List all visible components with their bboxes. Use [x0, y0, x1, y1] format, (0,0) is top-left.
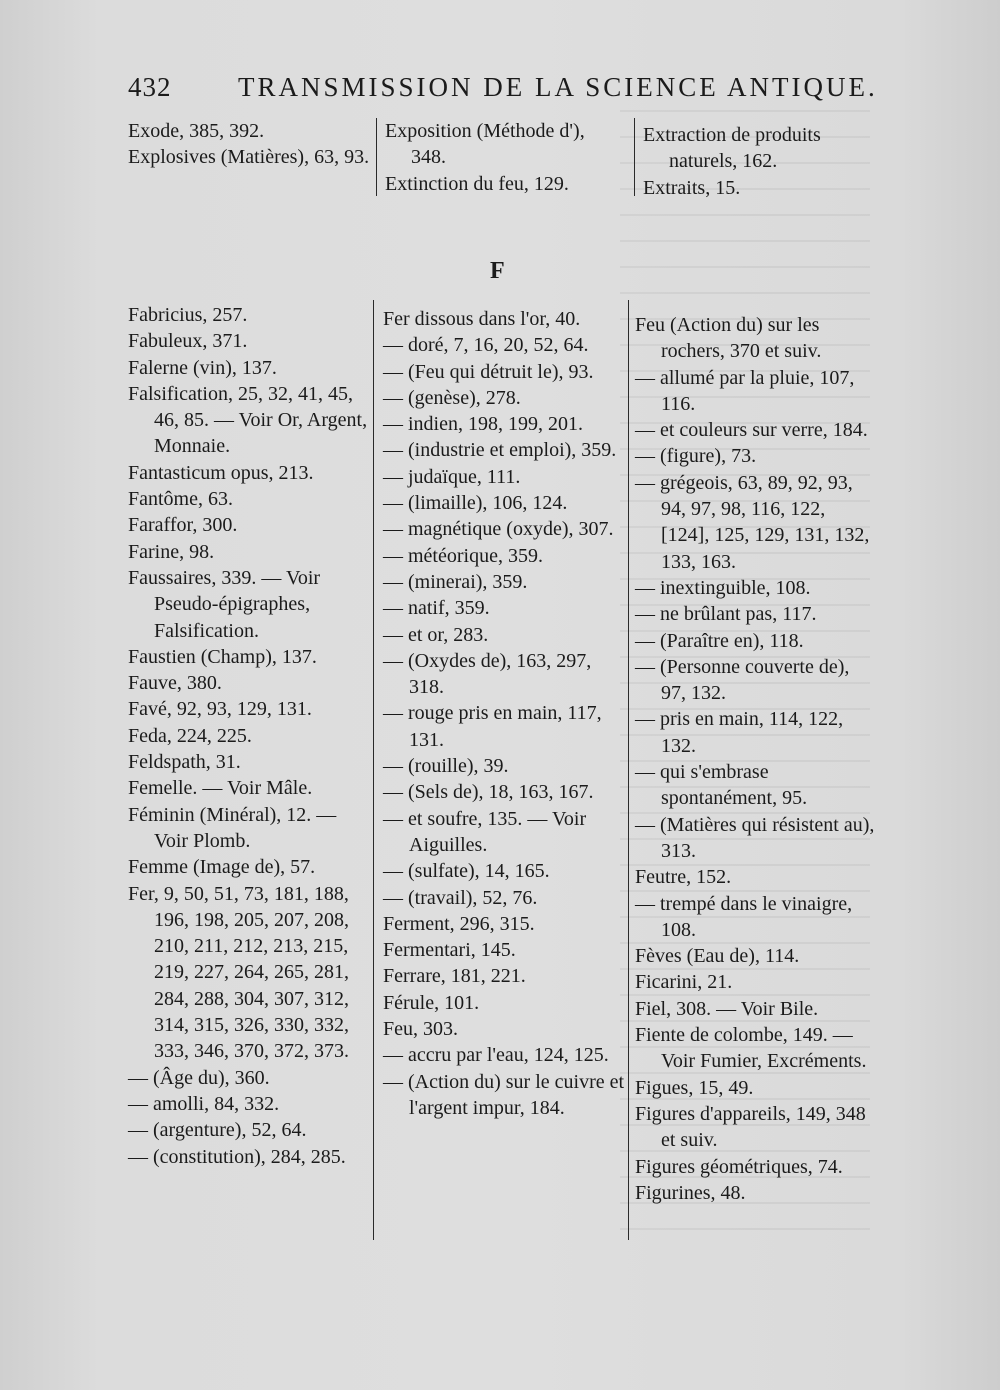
column-rule: [634, 118, 635, 196]
index-entry: Feda, 224, 225.: [128, 724, 252, 747]
index-entry: Féminin (Minéral), 12. — Voir Plomb.: [128, 803, 337, 852]
index-entry: — (argenture), 52, 64.: [128, 1119, 307, 1142]
index-entry: Favé, 92, 93, 129, 131.: [128, 698, 312, 721]
index-entry: Fer, 9, 50, 51, 73, 181, 188, 196, 198, 205, 207, 208, 210, 211, 212, 213, 215, 219, 227, 264, 265, 281, 284, 288, 304, 307, 312, 314, 315, 326, 330, 332, 333, 346, 370, 372, 373.: [128, 882, 349, 1063]
index-entry: — et soufre, 135. — Voir Aiguilles.: [383, 807, 587, 856]
index-entry: — (Feu qui détruit le), 93.: [383, 360, 594, 383]
index-entry: Feldspath, 31.: [128, 751, 241, 774]
index-entry: — natif, 359.: [383, 597, 490, 620]
index-entry: — et or, 283.: [383, 623, 489, 646]
index-entry: Fiente de colombe, 149. — Voir Fumier, Excréments.: [635, 1024, 867, 1073]
top-column-2: [385, 118, 623, 197]
index-entry: — pris en main, 114, 122, 132.: [635, 708, 844, 757]
index-entry: Exposition (Méthode d'), 348.: [385, 120, 585, 169]
index-entry: Fantasticum opus, 213.: [128, 461, 314, 484]
index-column-1: [128, 302, 368, 1170]
top-column-3: [643, 122, 873, 201]
column-rule: [373, 300, 374, 1240]
index-entry: — (Oxydes de), 163, 297, 318.: [383, 649, 592, 699]
index-entry: Falsification, 25, 32, 41, 45, 46, 85. — Voir Or, Argent, Monnaie.: [128, 382, 368, 458]
index-entry: — (sulfate), 14, 165.: [383, 860, 550, 883]
index-entry: Faussaires, 339. — Voir Pseudo-épigraphes, Falsification.: [128, 566, 321, 642]
index-entry: — (Action du) sur le cuivre et l'argent impur, 184.: [383, 1070, 625, 1119]
index-entry: — ne brûlant pas, 117.: [635, 603, 817, 626]
index-entry: — doré, 7, 16, 20, 52, 64.: [383, 334, 589, 357]
index-entry: — (industrie et emploi), 359.: [383, 439, 617, 462]
section-letter: F: [490, 258, 505, 284]
index-entry: Ficarini, 21.: [635, 971, 733, 994]
index-entry: Fèves (Eau de), 114.: [635, 945, 800, 968]
index-entry: — (travail), 52, 76.: [383, 886, 538, 909]
column-rule: [376, 118, 377, 196]
index-entry: — (Âge du), 360.: [128, 1066, 270, 1089]
index-entry: Figures géométriques, 74.: [635, 1155, 843, 1178]
column-rule: [628, 300, 629, 1240]
index-entry: Fantôme, 63.: [128, 488, 233, 511]
index-column-3: [635, 312, 875, 1206]
index-entry: Figures d'appareils, 149, 348 et suiv.: [635, 1102, 866, 1152]
index-entry: Ferrare, 181, 221.: [383, 965, 526, 988]
index-entry: Feutre, 152.: [635, 866, 732, 889]
index-entry: — inextinguible, 108.: [635, 576, 811, 599]
top-column-1: [128, 118, 370, 171]
index-entry: Exode, 385, 392.: [128, 120, 265, 142]
page-number: 432: [128, 72, 172, 102]
index-entry: — et couleurs sur verre, 184.: [635, 419, 868, 442]
index-entry: — amolli, 84, 332.: [128, 1092, 280, 1115]
index-entry: Explosives (Matières), 63, 93.: [128, 146, 370, 169]
index-entry: — (Sels de), 18, 163, 167.: [383, 781, 594, 804]
index-entry: Feu, 303.: [383, 1018, 458, 1041]
index-entry: Extraction de produits naturels, 162.: [643, 124, 821, 173]
index-entry: — indien, 198, 199, 201.: [383, 413, 583, 436]
index-entry: Figurines, 48.: [635, 1181, 746, 1204]
index-entry: Fauve, 380.: [128, 672, 222, 695]
index-entry: Femelle. — Voir Mâle.: [128, 777, 313, 800]
index-entry: — qui s'embrase spontanément, 95.: [635, 761, 808, 810]
index-entry: — magnétique (oxyde), 307.: [383, 518, 614, 541]
index-entry: — (Matières qui résistent au), 313.: [635, 813, 875, 862]
index-entry: Feu (Action du) sur les rochers, 370 et suiv.: [635, 314, 822, 363]
index-entry: — judaïque, 111.: [383, 465, 521, 488]
index-entry: Fabricius, 257.: [128, 304, 248, 326]
index-entry: — trempé dans le vinaigre, 108.: [635, 892, 853, 941]
index-entry: Ferment, 296, 315.: [383, 912, 535, 935]
index-entry: Figues, 15, 49.: [635, 1076, 754, 1099]
index-entry: Falerne (vin), 137.: [128, 356, 277, 379]
index-entry: Fiel, 308. — Voir Bile.: [635, 997, 819, 1020]
index-entry: Femme (Image de), 57.: [128, 856, 316, 879]
index-entry: — accru par l'eau, 124, 125.: [383, 1044, 609, 1067]
index-entry: — (limaille), 106, 124.: [383, 492, 568, 515]
index-entry: Fer dissous dans l'or, 40.: [383, 308, 581, 330]
index-entry: Férule, 101.: [383, 991, 480, 1014]
index-entry: — allumé par la pluie, 107, 116.: [635, 366, 855, 415]
index-entry: — (Personne couverte de), 97, 132.: [635, 655, 850, 705]
index-entry: — (minerai), 359.: [383, 570, 528, 593]
index-entry: — (constitution), 284, 285.: [128, 1145, 346, 1168]
index-column-2: [383, 306, 625, 1121]
index-entry: Fabuleux, 371.: [128, 330, 248, 353]
index-entry: Faustien (Champ), 137.: [128, 645, 317, 668]
index-entry: Faraffor, 300.: [128, 514, 238, 537]
index-entry: — météorique, 359.: [383, 544, 543, 567]
index-entry: Extinction du feu, 129.: [385, 172, 569, 195]
index-entry: — grégeois, 63, 89, 92, 93, 94, 97, 98, 116, 122, [124], 125, 129, 131, 132, 133, 163.: [635, 471, 870, 573]
index-entry: — (Paraître en), 118.: [635, 629, 804, 652]
index-entry: Farine, 98.: [128, 540, 215, 563]
index-entry: — rouge pris en main, 117, 131.: [383, 702, 602, 751]
index-entry: — (rouille), 39.: [383, 755, 509, 778]
index-entry: Fermentari, 145.: [383, 939, 516, 962]
page-header: [128, 72, 878, 108]
running-title: TRANSMISSION DE LA SCIENCE ANTIQUE.: [238, 72, 878, 102]
index-entry: — (genèse), 278.: [383, 386, 521, 409]
index-entry: — (figure), 73.: [635, 445, 757, 468]
index-entry: Extraits, 15.: [643, 176, 741, 199]
